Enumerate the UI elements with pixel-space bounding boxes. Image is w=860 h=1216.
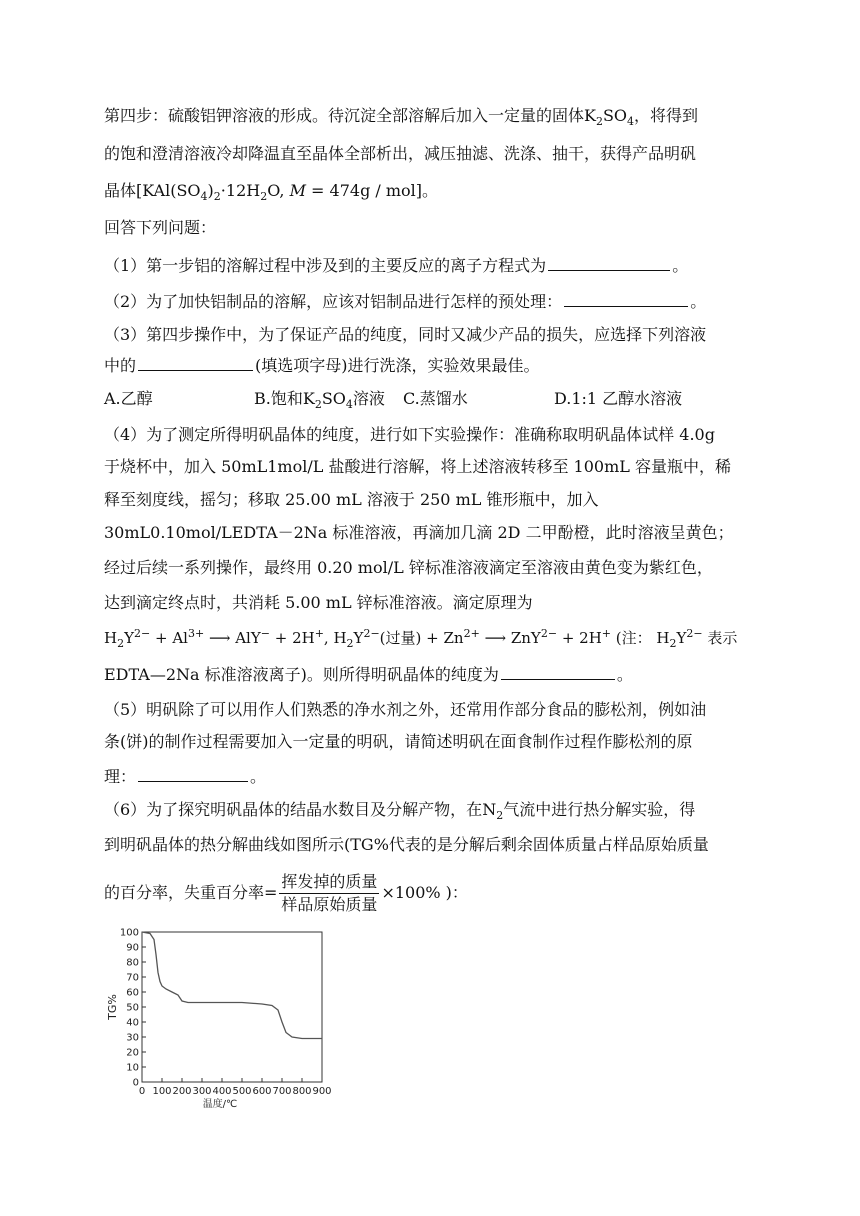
formula-k2so4: $K_2SO_4$ (584, 106, 635, 129)
question-5-line-2: 条(饼)的制作过程需要加入一定量的明矾，请简述明矾在面食制作过程作膨松剂的原 (104, 732, 693, 751)
question-5-line-3 (104, 764, 266, 788)
x-tick-label: 600 (252, 1086, 272, 1097)
formula-alum: $KAl(SO_4)_2\cdot 12H_2O$, M = 474g / mol (142, 181, 416, 204)
y-tick-label: 60 (126, 987, 139, 999)
x-tick-label: 200 (172, 1086, 192, 1097)
equation-note-formula: $H_2Y^{2-}$ (651, 627, 703, 650)
question-6-line-1 (104, 799, 695, 821)
x-axis-label: 温度/℃ (202, 1099, 238, 1110)
question-4-line-6: 达到滴定终点时，共消耗 5.00 mL 锌标准溶液。滴定原理为 (104, 593, 533, 612)
question-4-line-4: 30mL0.10mol/LEDTA－2Na 标准溶液，再滴加几滴 2D 二甲酚橙，此时溶液呈黄色； (104, 523, 734, 542)
answer-blank-3[interactable] (138, 353, 253, 371)
question-4-line-1: （4）为了测定所得明矾晶体的纯度，进行如下实验操作：准确称取明矾晶体试样 4.0g (104, 425, 715, 444)
option-b (254, 388, 385, 410)
question-5-text-3a: 理： (104, 767, 137, 786)
answer-blank-5[interactable] (138, 764, 248, 782)
equation-2: + $Zn^{2+}$ ⟶ ZnY$^{2-}$ + 2H+ (421, 627, 611, 647)
equation-1: $H_2Y^{2-} + Al^{3+}$ ⟶ AlY− + 2H+, $H_2Y^{2-}$ (104, 627, 380, 650)
y-tick-label: 80 (126, 957, 139, 969)
x-tick-label: 500 (232, 1086, 252, 1097)
x-axis-ticks (139, 1078, 332, 1097)
tg-chart-svg (104, 922, 336, 1114)
option-c: C.蒸馏水 (403, 389, 468, 408)
question-3-line-1: （3）第四步操作中，为了保证产品的纯度，同时又减少产品的损失，应选择下列溶液 (104, 325, 707, 344)
question-3-text-2a: 中的 (104, 356, 137, 375)
answer-blank-1[interactable] (548, 253, 670, 271)
y-tick-label: 90 (126, 942, 139, 954)
step4-line-2: 的饱和澄清溶液冷却降温直至晶体全部析出，减压抽滤、洗涤、抽干，获得产品明矾 (104, 144, 697, 163)
y-tick-label: 10 (126, 1062, 139, 1074)
question-1-end: 。 (672, 256, 689, 275)
question-5-line-1: （5）明矾除了可以用作人们熟悉的净水剂之外，还常用作部分食品的膨松剂，例如油 (104, 700, 707, 719)
question-6-line-3 (104, 872, 468, 915)
question-4-line-3: 释至刻度线，摇匀；移取 25.00 mL 溶液于 250 mL 锥形瓶中，加入 (104, 490, 599, 509)
formula-n2: $N_2$ (482, 800, 504, 823)
option-a: A.乙醇 (104, 389, 153, 408)
question-5-text-3b: 。 (250, 767, 267, 786)
question-2-text: （2）为了加快铝制品的溶解，应该对铝制品进行怎样的预处理： (104, 292, 563, 311)
question-4-text-8b: 。 (616, 665, 633, 684)
x-tick-label: 800 (292, 1086, 312, 1097)
weight-loss-fraction (279, 872, 379, 915)
fraction-denominator: 样品原始质量 (281, 895, 378, 914)
step4-line-3 (104, 180, 438, 202)
y-tick-label: 50 (126, 1002, 139, 1014)
step4-text-3a: 晶体[ (104, 181, 143, 200)
equation-note-2: 表示 (707, 629, 738, 647)
answer-blank-4[interactable] (501, 662, 615, 680)
x-tick-label: 400 (212, 1086, 232, 1097)
y-tick-label: 100 (119, 927, 139, 939)
question-2 (104, 289, 706, 313)
step4-line-1 (104, 105, 698, 127)
question-1-text: （1）第一步铝的溶解过程中涉及到的主要反应的离子方程式为 (104, 256, 547, 275)
y-tick-label: 70 (126, 972, 139, 984)
option-b-text-1: B.饱和 (254, 389, 303, 408)
question-6-text-3a: 的百分率，失重百分率= (104, 883, 278, 902)
question-6-line-2: 到明矾晶体的热分解曲线如图所示(TG%代表的是分解后剩余固体质量占样品原始质量 (104, 835, 709, 854)
y-tick-label: 0 (132, 1077, 139, 1089)
question-3-line-2 (104, 353, 540, 377)
question-1 (104, 253, 688, 277)
y-tick-label: 40 (126, 1017, 139, 1029)
step4-text-1b: ，将得到 (634, 106, 699, 125)
fraction-numerator: 挥发掉的质量 (279, 872, 379, 894)
y-tick-label: 30 (126, 1032, 139, 1044)
y-axis-label: TG% (106, 994, 119, 1020)
plot-frame (142, 932, 322, 1082)
option-b-text-2: 溶液 (352, 389, 385, 408)
question-6-text-1b: 气流中进行热分解实验，得 (503, 800, 696, 819)
option-d: D.1:1 乙醇水溶液 (554, 389, 683, 408)
titration-equation (104, 627, 737, 649)
x-tick-label: 700 (272, 1086, 292, 1097)
step4-text-3b: ]。 (415, 181, 439, 200)
question-2-end: 。 (690, 292, 707, 311)
question-4-line-2: 于烧杯中，加入 50mL1mol/L 盐酸进行溶解，将上述溶液转移至 100mL 容量瓶中，稀 (104, 457, 731, 476)
y-tick-label: 20 (126, 1047, 139, 1059)
question-4-text-8a: EDTA—2Na 标准溶液离子)。则所得明矾晶体的纯度为 (104, 665, 499, 684)
x-tick-label: 100 (152, 1086, 172, 1097)
step4-text-1a: 第四步：硫酸铝钾溶液的形成。待沉淀全部溶解后加入一定量的固体 (104, 106, 585, 125)
question-4-line-5: 经过后续一系列操作，最终用 0.20 mol/L 锌标准溶液滴定至溶液由黄色变为紫红色， (104, 558, 713, 577)
equation-note: (注： (615, 629, 652, 647)
tg-chart (104, 922, 336, 1114)
x-tick-label: 900 (312, 1086, 332, 1097)
question-6-text-1a: （6）为了探究明矾晶体的结晶水数目及分解产物，在 (104, 800, 483, 819)
question-6-text-3b: ×100% )： (381, 883, 468, 902)
formula-k2so4-option: $K_2SO_4$ (302, 389, 353, 412)
question-3-text-2b: (填选项字母)进行洗涤，实验效果最佳。 (255, 356, 540, 375)
equation-excess: (过量) (379, 629, 422, 647)
question-4-line-8 (104, 662, 633, 686)
prompt-text: 回答下列问题： (104, 218, 217, 237)
tg-curve (142, 932, 322, 1039)
x-tick-label: 0 (138, 1086, 146, 1097)
x-tick-label: 300 (192, 1086, 212, 1097)
answer-blank-2[interactable] (564, 289, 688, 307)
